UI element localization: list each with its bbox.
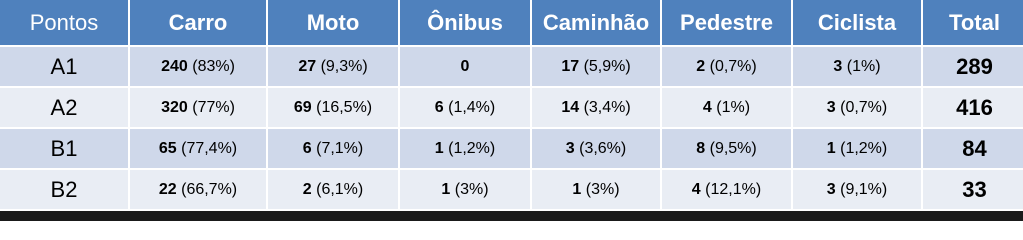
percent-value: (83%) (192, 57, 235, 75)
percent-value: (3,4%) (583, 98, 631, 116)
percent-value: (0,7%) (840, 98, 888, 116)
percent-value: (0,7%) (709, 57, 757, 75)
count-value: 14 (561, 98, 580, 116)
count-value: 1 (826, 139, 836, 157)
percent-value: (7,1%) (316, 139, 364, 157)
cell-ciclista (793, 88, 923, 129)
table-row (0, 47, 1023, 88)
cell-caminhao (532, 129, 662, 170)
cell-carro (130, 129, 268, 170)
point-label: B1 (0, 129, 130, 170)
count-value: 17 (561, 57, 580, 75)
count-value: 6 (434, 98, 444, 116)
count-value: 27 (298, 57, 317, 75)
header-row (0, 0, 1023, 47)
percent-value: (3%) (585, 180, 620, 198)
cell-pedestre (662, 47, 793, 88)
count-value: 22 (158, 180, 177, 198)
cell-moto (268, 88, 400, 129)
cell-moto (268, 170, 400, 211)
count-value: 0 (460, 57, 470, 75)
percent-value: (77%) (192, 98, 235, 116)
header-onibus: Ônibus (400, 0, 532, 47)
percent-value: (9,5%) (709, 139, 757, 157)
cell-pedestre (662, 88, 793, 129)
header-pontos: Pontos (0, 0, 130, 47)
cell-pedestre (662, 129, 793, 170)
cell-ciclista (793, 47, 923, 88)
point-label: B2 (0, 170, 130, 211)
percent-value: (1%) (846, 57, 881, 75)
cell-onibus (400, 47, 532, 88)
percent-value: (1,4%) (448, 98, 496, 116)
cell-carro (130, 88, 268, 129)
count-value: 3 (565, 139, 575, 157)
point-label: A1 (0, 47, 130, 88)
cell-carro (130, 47, 268, 88)
percent-value: (6,1%) (316, 180, 364, 198)
percent-value: (1,2%) (840, 139, 888, 157)
cell-ciclista (793, 129, 923, 170)
header-total: Total (923, 0, 1023, 47)
percent-value: (12,1%) (705, 180, 762, 198)
count-value: 2 (302, 180, 312, 198)
cell-moto (268, 129, 400, 170)
count-value: 3 (826, 180, 836, 198)
count-value: 1 (441, 180, 451, 198)
count-value: 6 (302, 139, 312, 157)
count-value: 65 (158, 139, 177, 157)
table-row (0, 88, 1023, 129)
percent-value: (9,1%) (840, 180, 888, 198)
percent-value: (3%) (454, 180, 489, 198)
table-row (0, 129, 1023, 170)
percent-value: (77,4%) (181, 139, 238, 157)
cell-caminhao (532, 47, 662, 88)
count-value: 1 (572, 180, 582, 198)
table-row (0, 170, 1023, 211)
cell-total: 33 (923, 170, 1023, 211)
cell-carro (130, 170, 268, 211)
count-value: 4 (702, 98, 712, 116)
count-value: 3 (826, 98, 836, 116)
count-value: 320 (161, 98, 188, 116)
cell-caminhao (532, 170, 662, 211)
cell-onibus (400, 88, 532, 129)
percent-value: (3,6%) (579, 139, 627, 157)
count-value: 8 (696, 139, 706, 157)
header-caminhao: Caminhão (532, 0, 662, 47)
header-pedestre: Pedestre (662, 0, 793, 47)
cell-ciclista (793, 170, 923, 211)
cell-onibus (400, 129, 532, 170)
count-value: 240 (161, 57, 188, 75)
cell-total: 84 (923, 129, 1023, 170)
cell-total: 416 (923, 88, 1023, 129)
header-moto: Moto (268, 0, 400, 47)
percent-value: (5,9%) (583, 57, 631, 75)
cell-caminhao (532, 88, 662, 129)
percent-value: (9,3%) (320, 57, 368, 75)
count-value: 1 (434, 139, 444, 157)
cell-moto (268, 47, 400, 88)
percent-value: (16,5%) (316, 98, 373, 116)
count-value: 69 (293, 98, 312, 116)
count-value: 4 (691, 180, 701, 198)
cell-total: 289 (923, 47, 1023, 88)
cell-onibus (400, 170, 532, 211)
percent-value: (1,2%) (448, 139, 496, 157)
count-value: 3 (833, 57, 843, 75)
point-label: A2 (0, 88, 130, 129)
header-ciclista: Ciclista (793, 0, 923, 47)
percent-value: (1%) (716, 98, 751, 116)
cell-pedestre (662, 170, 793, 211)
percent-value: (66,7%) (181, 180, 238, 198)
header-carro: Carro (130, 0, 268, 47)
count-value: 2 (696, 57, 706, 75)
